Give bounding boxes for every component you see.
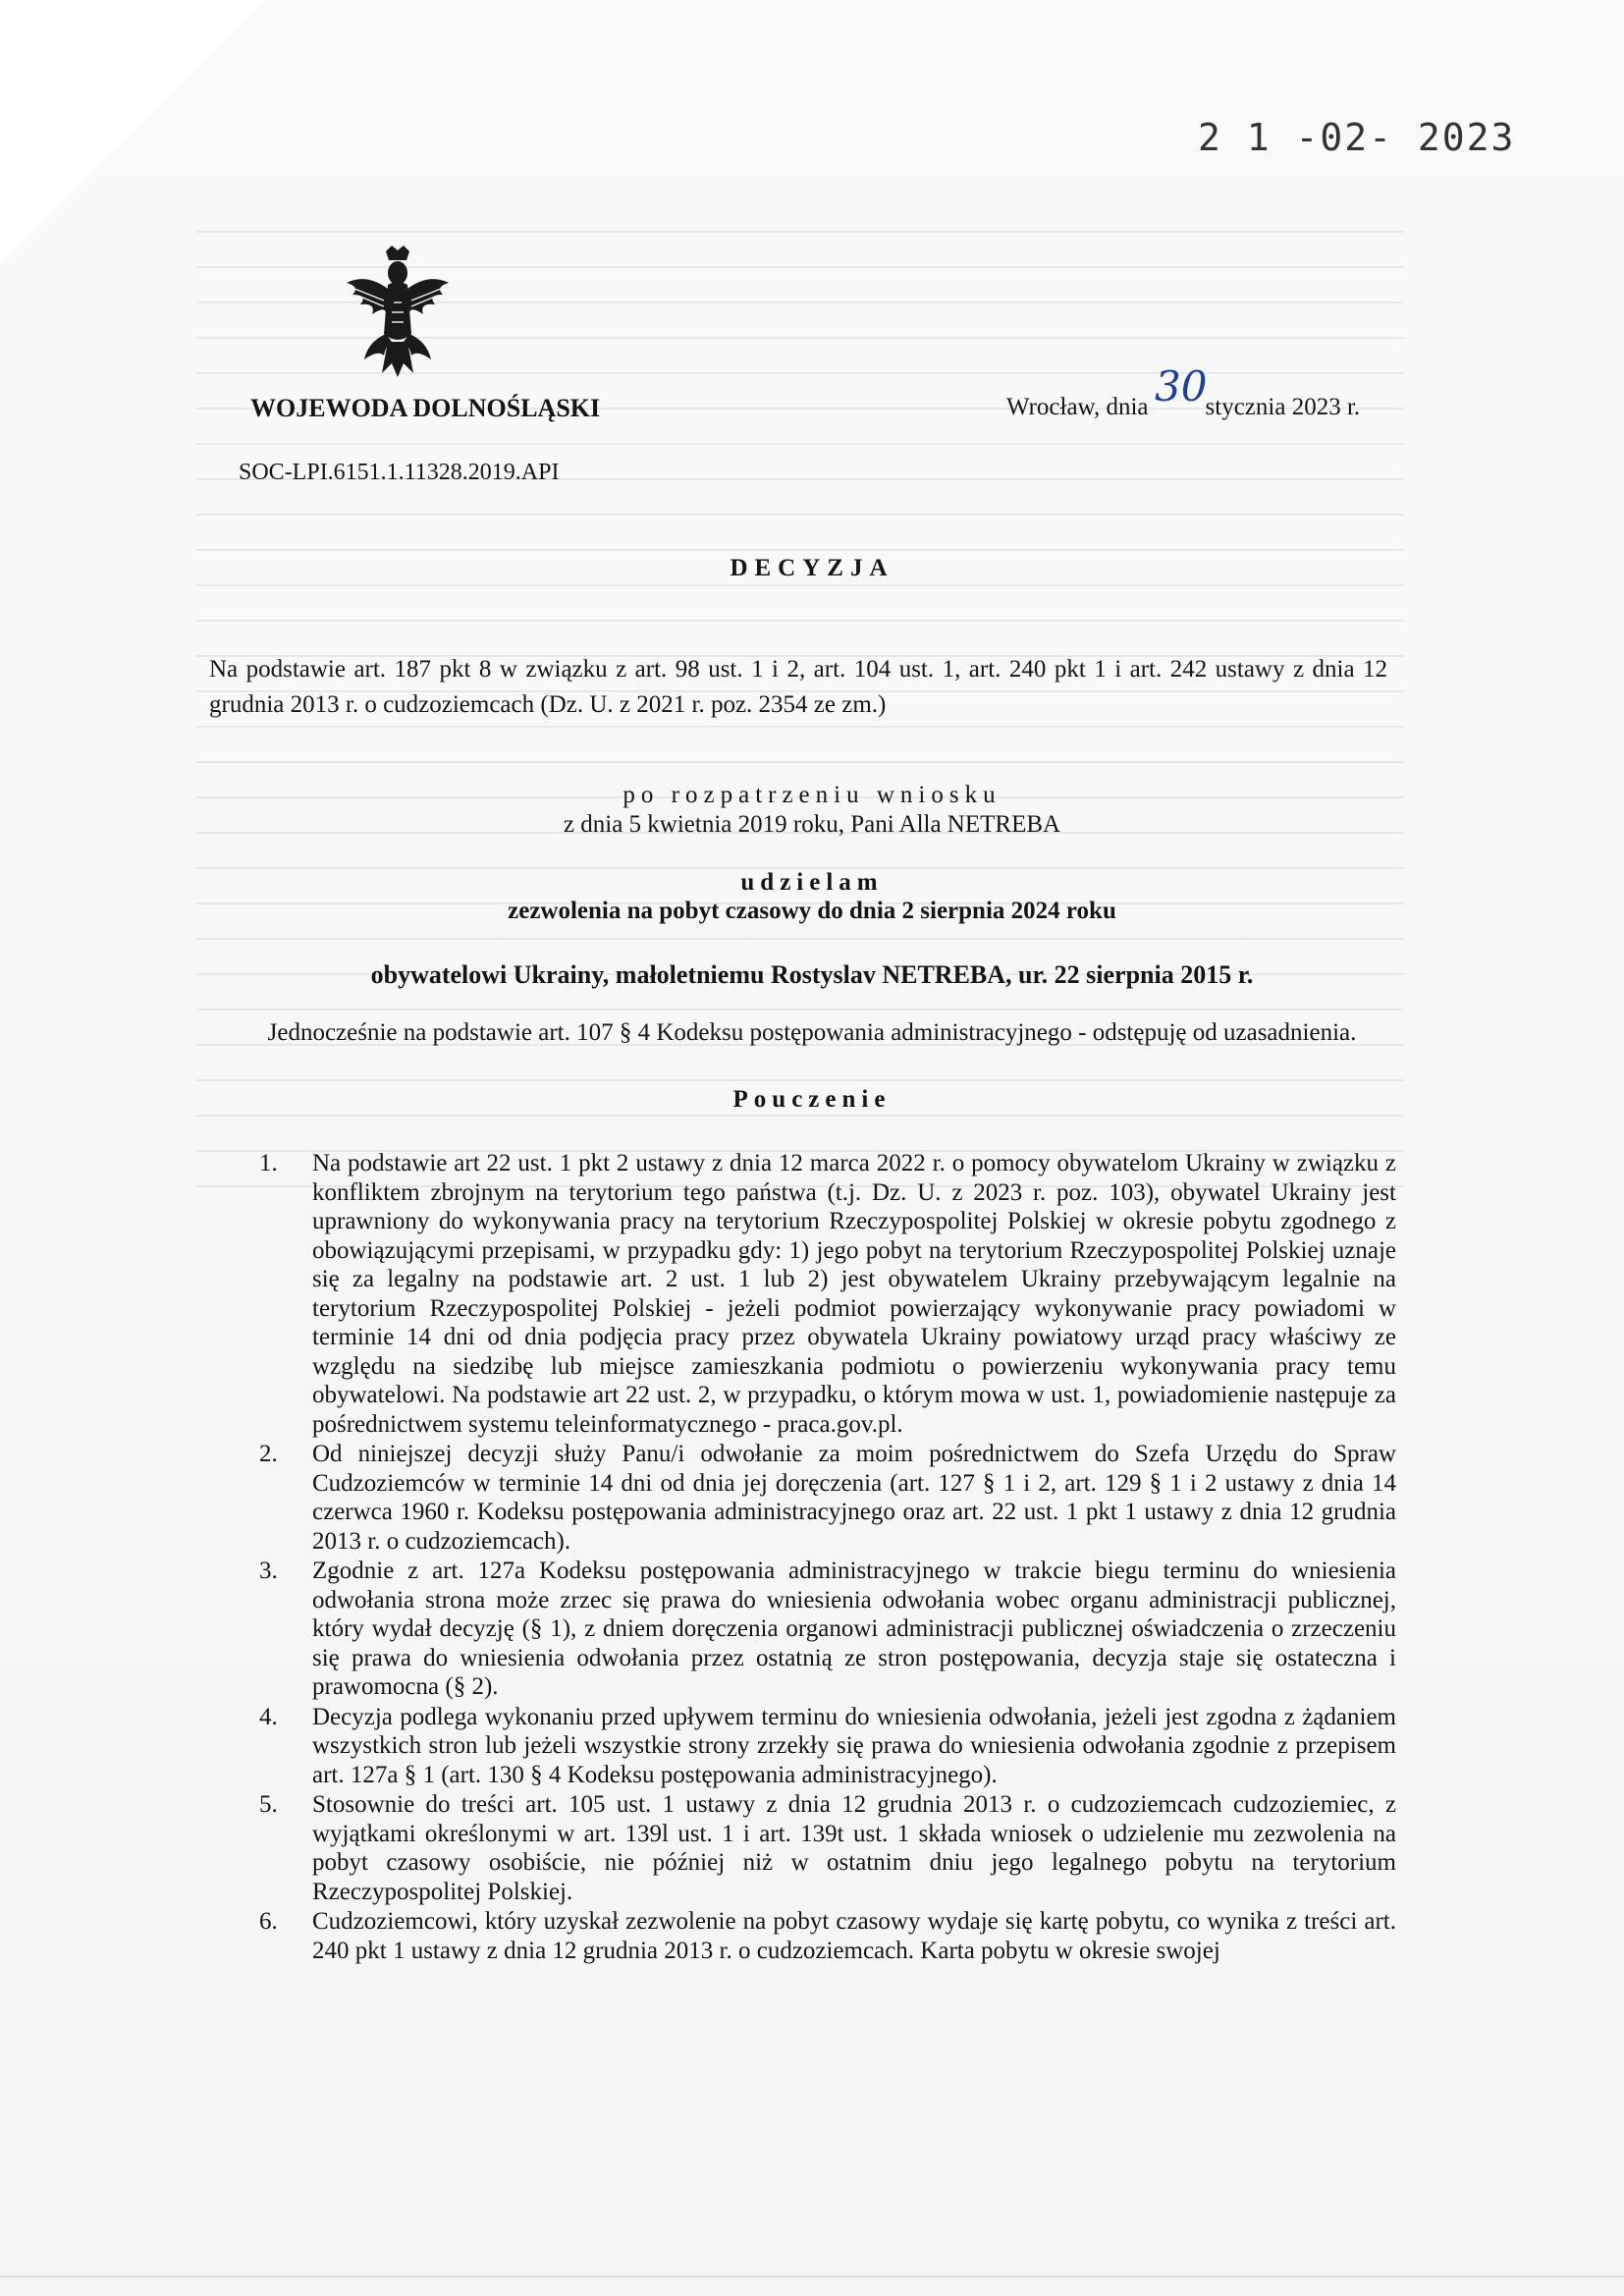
case-reference: SOC-LPI.6151.1.11328.2019.API (239, 460, 560, 485)
legal-basis: Na podstawie art. 187 pkt 8 w związku z art. 98 ust. 1 i 2, art. 104 ust. 1, art. 240 pkt 1 i art. 242 ustawy z dnia 12 grudnia 2013 r. o cudzoziemcach (Dz. U. z 2021 r. poz. 2354 ze zm.) (209, 656, 1387, 718)
instruction-list (196, 1149, 1396, 1966)
list-item: 2. Od niniejszej decyzji służy Panu/i odwołanie za moim pośrednictwem do Szefa Urzędu do Spraw Cudzoziemców w terminie 14 dni od dnia jej doręczenia (art. 127 § 1 i 2, art. 129 § 1 i 2 ustawy z dnia 14 czerwca 1960 r. Kodeksu postępowania administracyjnego oraz art. 22 ust. 1 pkt 1 ustawy z dnia 12 grudnia 2013 r. o cudzoziemcach). (259, 1441, 1396, 1555)
received-date-stamp: 2 1 -02- 2023 (1198, 116, 1516, 159)
place-prefix: Wrocław, dnia (1006, 394, 1149, 420)
recipient-line: obywatelowi Ukrainy, małoletniemu Rostyslav NETREBA, ur. 22 sierpnia 2015 r. (370, 960, 1254, 989)
permit-line: zezwolenia na pobyt czasowy do dnia 2 sierpnia 2024 roku (508, 898, 1116, 924)
list-item: 5. Stosownie do treści art. 105 ust. 1 ustawy z dnia 12 grudnia 2013 r. o cudzoziemcach cudzoziemiec, z wyjątkami określonymi w art. 139l ust. 1 i art. 139t ust. 1 składa wniosek o udzielenie mu zezwolenia na pobyt czasowy osobiście, nie później niż w ostatnim dniu jego legalnego pobytu na terytorium Rzeczypospolitej Polskiej. (259, 1791, 1396, 1905)
list-item: 4. Decyzja podlega wykonaniu przed upływem terminu do wniesienia odwołania, jeżeli jest zgodna z żądaniem wszystkich stron lub jeżeli wszystkie strony zrzekły się prawa do wniesienia odwołania zgodnie z przepisem art. 127a § 1 (art. 130 § 4 Kodeksu postępowania administracyjnego). (259, 1703, 1396, 1788)
handwritten-day (1145, 354, 1214, 442)
document-title: DECYZJA (730, 555, 894, 581)
polish-eagle-emblem-icon (339, 244, 457, 381)
list-item: 6. Cudzoziemcowi, który uzyskał zezwolenie na pobyt czasowy wydaje się kartę pobytu, co wynika z treści art. 240 pkt 1 ustawy z dnia 12 grudnia 2013 r. o cudzoziemcach. Karta pobytu w okresie swojej (259, 1908, 1396, 1964)
waiver-line: Jednocześnie na podstawie art. 107 § 4 Kodeksu postępowania administracyjnego - odstępuję od uzasadnienia. (267, 1019, 1357, 1046)
list-item: 1. Na podstawie art 22 ust. 1 pkt 2 ustawy z dnia 12 marca 2022 r. o pomocy obywatelom Ukrainy w związku z konfliktem zbrojnym na terytorium tego państwa (t.j. Dz. U. z 2023 r. poz. 103), obywatel Ukrainy jest uprawniony do wykonywania pracy na terytorium Rzeczypospolitej Polskiej w okresie pobytu zgodnego z obowiązującymi przepisami, w przypadku gdy: 1) jego pobyt na terytorium Rzeczypospolitej Polskiej uznaje się za legalny na podstawie art. 2 ust. 1 lub 2) jest obywatelem Ukrainy przebywającym legalnie na terytorium Rzeczypospolitej Polskiej - jeżeli podmiot powierzający wykonywanie pracy powiadomi w terminie 14 dni od dnia podjęcia pracy przez obywatela Ukrainy powiatowy urząd pracy właściwy ze względu na siedzibę lub miejsce zamieszkania podmiotu o powierzeniu wykonywania pracy temu obywatelowi. Na podstawie art 22 ust. 2, w przypadku, o którym mowa w ust. 1, powiadomienie następuje za pośrednictwem systemu teleinformatycznego - praca.gov.pl. (259, 1150, 1396, 1438)
handwritten-day-text: 30 (1155, 362, 1208, 410)
issuing-authority: WOJEWODA DOLNOŚLĄSKI (250, 394, 601, 422)
instruction-title: Pouczenie (732, 1086, 892, 1113)
place-suffix: stycznia 2023 r. (1205, 394, 1361, 420)
list-item: 3. Zgodnie z art. 127a Kodeksu postępowania administracyjnego w trakcie biegu terminu do wniesienia odwołania strona może zrzec się prawa do wniesienia odwołania wobec organu administracji publicznej, który wydał decyzję (§ 1), z dniem doręczenia organowi administracji publicznej oświadczenia o zrzeczeniu się prawa do wniesienia odwołania przez ostatnią ze stron postępowania, decyzja staje się ostateczna i prawomocna (§ 2). (259, 1558, 1396, 1700)
scan-edge-line (0, 2276, 1624, 2277)
grant-line: udzielam (740, 869, 884, 896)
application-line: z dnia 5 kwietnia 2019 roku, Pani Alla NETREBA (563, 811, 1061, 838)
after-review-line: po rozpatrzeniu wniosku (623, 782, 1001, 808)
